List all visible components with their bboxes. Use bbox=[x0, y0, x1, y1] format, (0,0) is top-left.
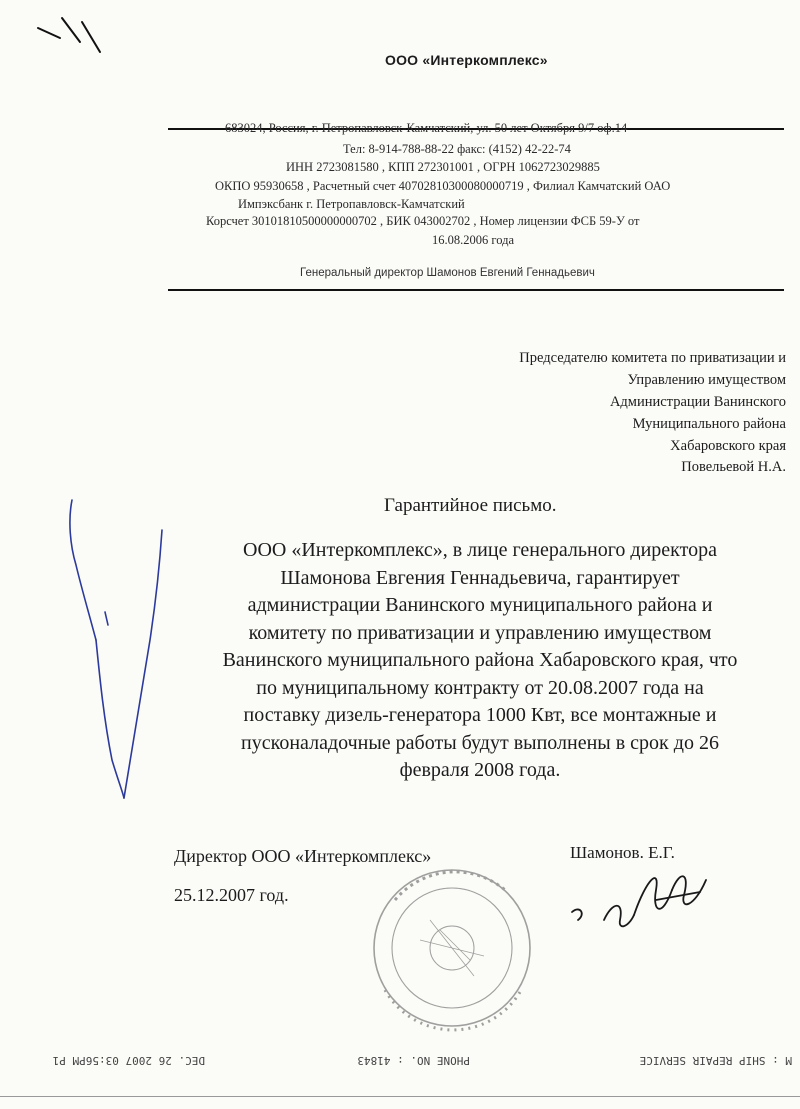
document-title: Гарантийное письмо. bbox=[384, 495, 557, 516]
company-seal-stamp bbox=[374, 870, 530, 1030]
body-line: комитету по приватизации и управлению имуществом bbox=[248, 621, 712, 644]
addressee-line: Муниципального района bbox=[632, 416, 786, 432]
body-line: ООО «Интеркомплекс», в лице генерального директора bbox=[243, 539, 717, 561]
addressee-line: Управлению имуществом bbox=[627, 372, 786, 388]
body-line: Ванинского муниципального района Хабаровского края, что bbox=[222, 649, 738, 671]
fax-service: M : SHIP REPAIR SERVICE bbox=[639, 1054, 792, 1067]
body-line: февраля 2008 года. bbox=[399, 759, 561, 781]
corner-pen-marks bbox=[38, 18, 100, 52]
letter-date: 25.12.2007 год. bbox=[174, 885, 289, 905]
handwritten-signature bbox=[572, 876, 706, 926]
fax-edge-line bbox=[0, 1096, 800, 1097]
fax-timestamp: DEC. 26 2007 03:56PM P1 bbox=[52, 1054, 205, 1067]
body-line: пусконаладочные работы будут выполнены в срок до 26 bbox=[241, 731, 719, 754]
company-phone: Тел: 8-914-788-88-22 факс: (4152) 42-22-74 bbox=[343, 142, 571, 156]
body-line: по муниципальному контракту от 20.08.2007 года на bbox=[256, 676, 704, 699]
company-inn: ИНН 2723081580 , КПП 272301001 , ОГРН 1062723029885 bbox=[286, 160, 600, 174]
margin-ink-mark bbox=[70, 500, 162, 798]
addressee-line: Председателю комитета по приватизации и bbox=[519, 350, 786, 366]
company-name: ООО «Интеркомплекс» bbox=[385, 52, 548, 68]
fax-phone: PHONE NO. : 41843 bbox=[357, 1054, 470, 1067]
body-line: Шамонова Евгения Геннадьевича, гарантирует bbox=[280, 566, 680, 589]
company-korschet: Корсчет 30101810500000000702 , БИК 043002702 , Номер лицензии ФСБ 59-У от bbox=[206, 214, 640, 228]
signatory-title: Директор ООО «Интеркомплекс» bbox=[174, 846, 432, 866]
body-line: администрации Ванинского муниципального района и bbox=[247, 594, 713, 616]
body-line: поставку дизель-генератора 1000 Квт, все монтажные и bbox=[243, 704, 717, 726]
company-address: 683024, Россия, г. Петропавловск-Камчатский, ул. 50 лет Октября 9/7 оф.14 bbox=[225, 121, 628, 135]
addressee-line: Администрации Ванинского bbox=[609, 394, 786, 410]
signatory-name: Шамонов. Е.Г. bbox=[570, 843, 675, 862]
general-director-line: Генеральный директор Шамонов Евгений Геннадьевич bbox=[300, 267, 595, 279]
company-bank: Импэксбанк г. Петропавловск-Камчатский bbox=[238, 197, 465, 211]
company-okpo: ОКПО 95930658 , Расчетный счет 40702810300080000719 , Филиал Камчатский ОАО bbox=[215, 179, 671, 193]
fax-transmission-footer bbox=[0, 1050, 800, 1070]
license-date: 16.08.2006 года bbox=[432, 233, 514, 247]
addressee-line: Повельевой Н.А. bbox=[681, 459, 786, 475]
addressee-line: Хабаровского края bbox=[670, 438, 786, 454]
